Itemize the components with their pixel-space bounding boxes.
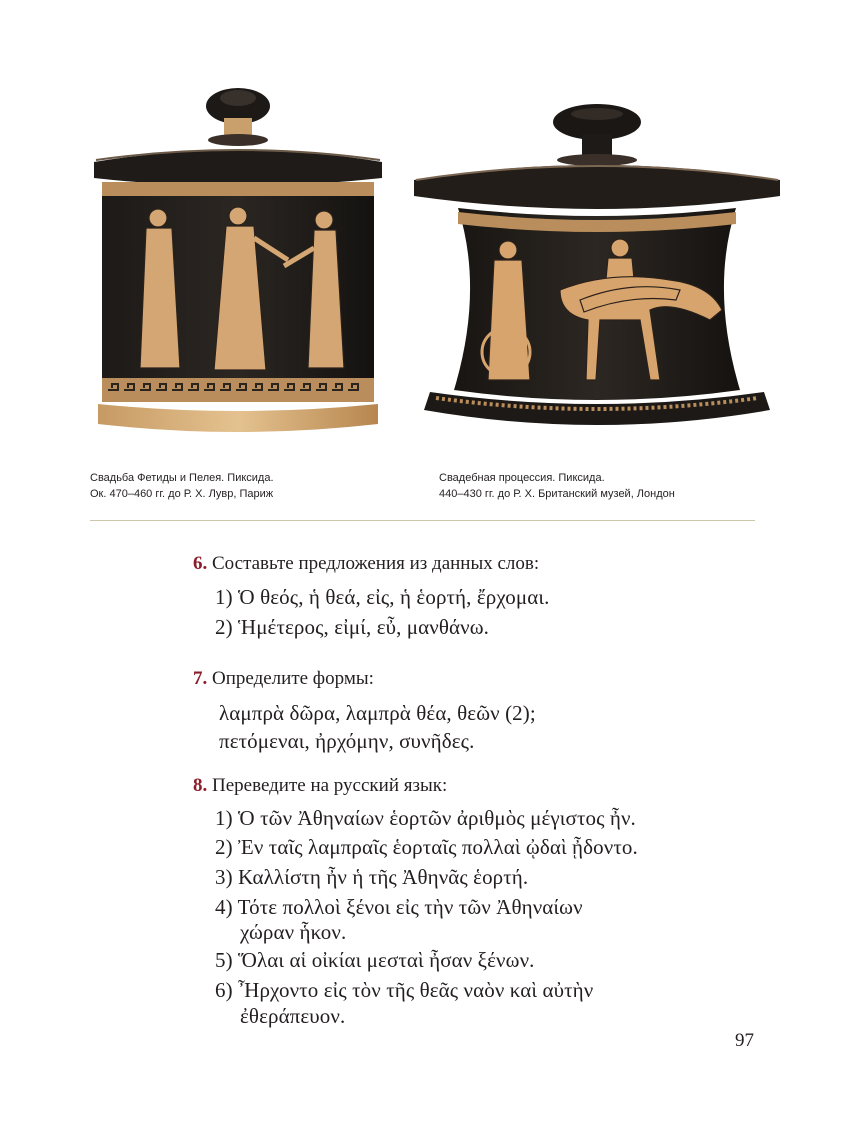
exercise-instruction: Определите формы: bbox=[212, 668, 374, 689]
exercise-line: χώραν ἧκον. bbox=[240, 920, 347, 944]
caption-line: 440–430 гг. до Р. Х. Британский музей, Лондон bbox=[439, 488, 675, 500]
exercise-line: 4) Τότε πολλοὶ ξένοι εἰς τὴν τῶν Ἀθηναίων bbox=[215, 895, 583, 919]
figure-caption-british-museum bbox=[439, 470, 675, 502]
exercise-line: ἐθεράπευον. bbox=[240, 1004, 346, 1028]
exercise-7-heading bbox=[193, 668, 374, 690]
exercise-instruction: Составьте предложения из данных слов: bbox=[212, 553, 540, 574]
exercise-8-heading bbox=[193, 775, 447, 797]
exercise-number: 7. bbox=[193, 668, 208, 689]
exercise-line: 1) Ὁ τῶν Ἀθηναίων ἑορτῶν ἀριθμὸς μέγιστος ἦν. bbox=[215, 806, 636, 830]
exercise-number: 8. bbox=[193, 775, 208, 796]
exercise-line: 1) Ὁ θεός, ἡ θεά, εἰς, ἡ ἑορτή, ἔρχομαι. bbox=[215, 585, 550, 609]
figure-caption-louvre bbox=[90, 470, 274, 502]
exercise-line: 2) Ἐν ταῖς λαμπραῖς ἑορταῖς πολλαὶ ᾠδαὶ ᾖδοντο. bbox=[215, 835, 638, 859]
caption-line: Свадьба Фетиды и Пелея. Пиксида. bbox=[90, 472, 274, 484]
pyxis-louvre-image bbox=[88, 78, 388, 440]
pyxis-british-museum-image bbox=[410, 100, 785, 440]
exercise-instruction: Переведите на русский язык: bbox=[212, 775, 448, 796]
exercise-number: 6. bbox=[193, 553, 208, 574]
exercise-line: λαμπρὰ δῶρα, λαμπρὰ θέα, θεῶν (2); bbox=[219, 701, 536, 725]
exercise-line: 3) Καλλίστη ἦν ἡ τῆς Ἀθηνᾶς ἑορτή. bbox=[215, 865, 529, 889]
exercise-line: πετόμεναι, ἠρχόμην, συνῆδες. bbox=[219, 729, 475, 753]
divider bbox=[90, 520, 755, 521]
exercise-line: 6) Ἦρχοντο εἰς τὸν τῆς θεᾶς ναὸν καὶ αὐτὴν bbox=[215, 978, 594, 1002]
exercise-line: 5) Ὅλαι αἱ οἰκίαι μεσταὶ ἦσαν ξένων. bbox=[215, 948, 535, 972]
page-number: 97 bbox=[735, 1030, 754, 1051]
exercise-6-heading bbox=[193, 553, 539, 575]
caption-line: Ок. 470–460 гг. до Р. Х. Лувр, Париж bbox=[90, 488, 274, 500]
caption-line: Свадебная процессия. Пиксида. bbox=[439, 472, 605, 484]
exercise-line: 2) Ἡμέτερος, εἰμί, εὖ, μανθάνω. bbox=[215, 615, 489, 639]
